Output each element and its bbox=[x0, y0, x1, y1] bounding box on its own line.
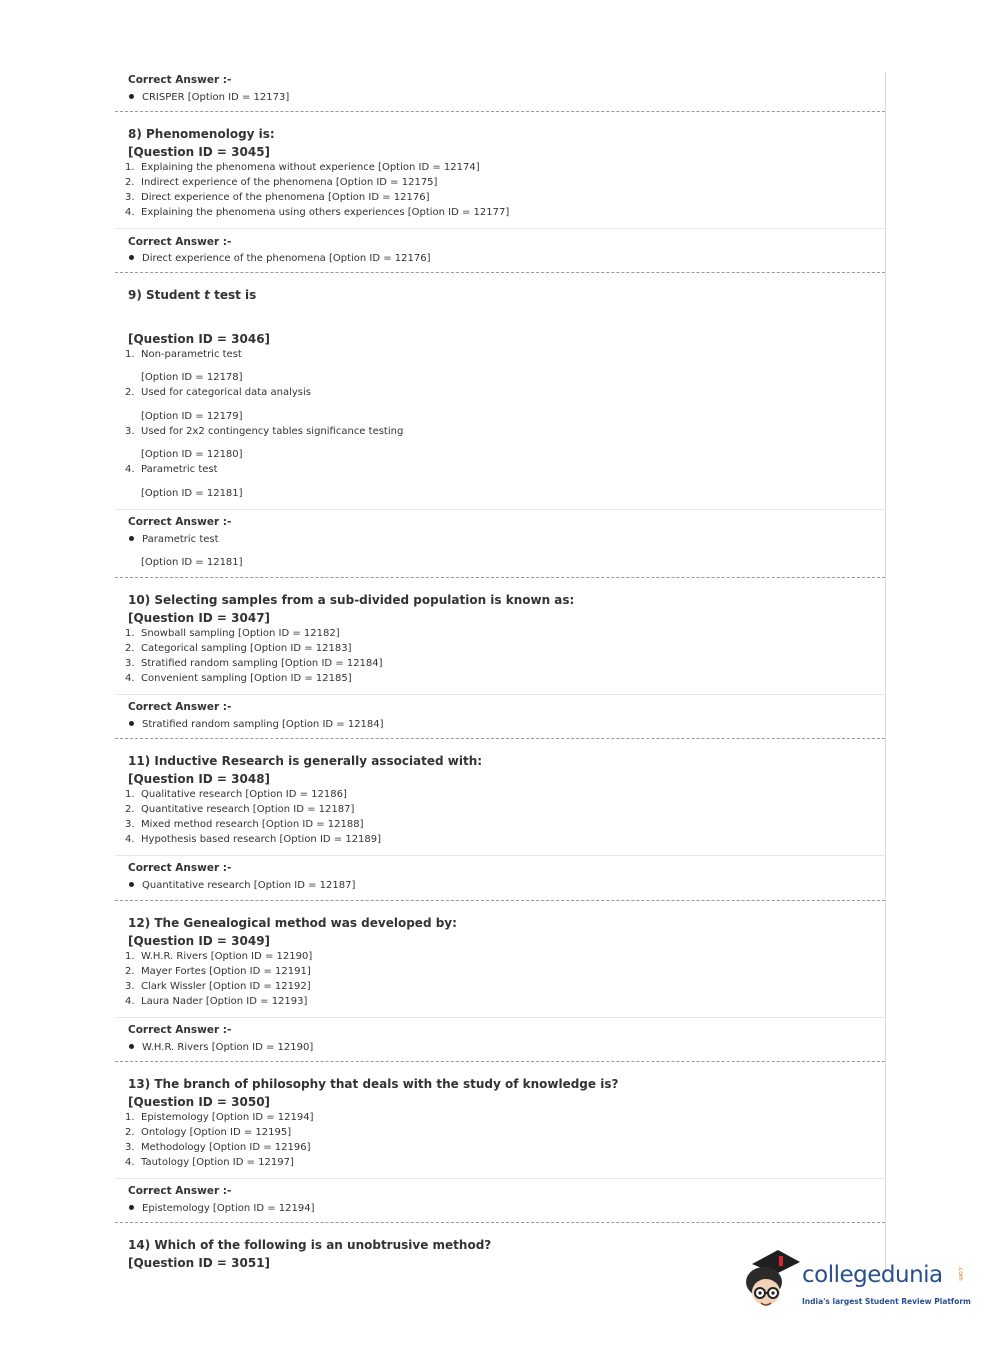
question-12-option-4: 4. Laura Nader [Option ID = 12193] bbox=[125, 996, 308, 1007]
question-9-option-3-id: [Option ID = 12180] bbox=[141, 449, 243, 460]
question-9-text: 9) Student t test is bbox=[128, 288, 257, 302]
question-9-option-2-id: [Option ID = 12179] bbox=[141, 411, 243, 422]
question-8-id: [Question ID = 3045] bbox=[128, 145, 271, 159]
logo-brand-text: collegedunia bbox=[802, 1262, 943, 1288]
correct-answer: CRISPER [Option ID = 12173] bbox=[129, 92, 289, 103]
correct-answer: Parametric test bbox=[129, 534, 219, 545]
bullet-icon bbox=[129, 94, 134, 99]
question-13-text: 13) The branch of philosophy that deals with the study of knowledge is? bbox=[128, 1077, 619, 1091]
question-12-option-2: 2. Mayer Fortes [Option ID = 12191] bbox=[125, 966, 311, 977]
correct-answer-label: Correct Answer :- bbox=[128, 701, 232, 713]
divider bbox=[115, 900, 885, 901]
correct-answer-label: Correct Answer :- bbox=[128, 1185, 232, 1197]
correct-answer: W.H.R. Rivers [Option ID = 12190] bbox=[129, 1042, 313, 1053]
question-14-text: 14) Which of the following is an unobtrusive method? bbox=[128, 1238, 492, 1252]
mascot-icon bbox=[742, 1248, 804, 1318]
question-10-option-2: 2. Categorical sampling [Option ID = 12183] bbox=[125, 643, 352, 654]
question-12-id: [Question ID = 3049] bbox=[128, 934, 271, 948]
correct-answer: Quantitative research [Option ID = 12187] bbox=[129, 880, 355, 891]
question-9-option-1-id: [Option ID = 12178] bbox=[141, 372, 243, 383]
correct-answer-label: Correct Answer :- bbox=[128, 236, 232, 248]
logo-tagline: India's largest Student Review Platform bbox=[802, 1297, 971, 1306]
question-12-option-3: 3. Clark Wissler [Option ID = 12192] bbox=[125, 981, 311, 992]
question-10-text: 10) Selecting samples from a sub-divided population is known as: bbox=[128, 593, 575, 607]
logo-domain-suffix: .com bbox=[957, 1266, 964, 1281]
divider bbox=[115, 577, 885, 578]
separator bbox=[115, 1017, 885, 1018]
question-13-option-1: 1. Epistemology [Option ID = 12194] bbox=[125, 1112, 314, 1123]
bullet-icon bbox=[129, 882, 134, 887]
separator bbox=[115, 1178, 885, 1179]
bullet-icon bbox=[129, 255, 134, 260]
bullet-icon bbox=[129, 721, 134, 726]
question-10-option-4: 4. Convenient sampling [Option ID = 12185] bbox=[125, 673, 352, 684]
separator bbox=[115, 228, 885, 229]
question-8-option-3: 3. Direct experience of the phenomena [Option ID = 12176] bbox=[125, 192, 430, 203]
question-9-option-2: 2. Used for categorical data analysis bbox=[125, 387, 311, 398]
separator bbox=[115, 694, 885, 695]
document-page bbox=[115, 72, 886, 1272]
question-11-option-1: 1. Qualitative research [Option ID = 12186] bbox=[125, 789, 347, 800]
correct-answer-label: Correct Answer :- bbox=[128, 1024, 232, 1036]
question-10-id: [Question ID = 3047] bbox=[128, 611, 271, 625]
correct-answer: Epistemology [Option ID = 12194] bbox=[129, 1203, 314, 1214]
correct-answer-label: Correct Answer :- bbox=[128, 862, 232, 874]
question-12-option-1: 1. W.H.R. Rivers [Option ID = 12190] bbox=[125, 951, 313, 962]
question-9-id: [Question ID = 3046] bbox=[128, 332, 271, 346]
question-9-option-3: 3. Used for 2x2 contingency tables significance testing bbox=[125, 426, 404, 437]
question-13-option-3: 3. Methodology [Option ID = 12196] bbox=[125, 1142, 311, 1153]
correct-answer-id: [Option ID = 12181] bbox=[141, 557, 243, 568]
question-11-text: 11) Inductive Research is generally associated with: bbox=[128, 754, 483, 768]
question-11-option-2: 2. Quantitative research [Option ID = 12187] bbox=[125, 804, 355, 815]
divider bbox=[115, 738, 885, 739]
question-10-option-3: 3. Stratified random sampling [Option ID = 12184] bbox=[125, 658, 383, 669]
divider bbox=[115, 111, 885, 112]
correct-answer: Direct experience of the phenomena [Option ID = 12176] bbox=[129, 253, 431, 264]
question-9-option-4-id: [Option ID = 12181] bbox=[141, 488, 243, 499]
collegedunia-logo[interactable] bbox=[742, 1248, 972, 1318]
separator bbox=[115, 855, 885, 856]
bullet-icon bbox=[129, 1205, 134, 1210]
separator bbox=[115, 509, 885, 510]
question-11-id: [Question ID = 3048] bbox=[128, 772, 271, 786]
question-9-option-1: 1. Non-parametric test bbox=[125, 349, 242, 360]
correct-answer-label: Correct Answer :- bbox=[128, 74, 232, 86]
question-8-text: 8) Phenomenology is: bbox=[128, 127, 275, 141]
bullet-icon bbox=[129, 1044, 134, 1049]
divider bbox=[115, 272, 885, 273]
bullet-icon bbox=[129, 536, 134, 541]
question-13-option-4: 4. Tautology [Option ID = 12197] bbox=[125, 1157, 294, 1168]
question-14-id: [Question ID = 3051] bbox=[128, 1256, 271, 1270]
divider bbox=[115, 1222, 885, 1223]
correct-answer: Stratified random sampling [Option ID = 12184] bbox=[129, 719, 384, 730]
question-9-option-4: 4. Parametric test bbox=[125, 464, 218, 475]
question-8-option-4: 4. Explaining the phenomena using others experiences [Option ID = 12177] bbox=[125, 207, 510, 218]
question-8-option-2: 2. Indirect experience of the phenomena [Option ID = 12175] bbox=[125, 177, 438, 188]
question-8-option-1: 1. Explaining the phenomena without experience [Option ID = 12174] bbox=[125, 162, 480, 173]
divider bbox=[115, 1061, 885, 1062]
question-13-id: [Question ID = 3050] bbox=[128, 1095, 271, 1109]
question-11-option-3: 3. Mixed method research [Option ID = 12188] bbox=[125, 819, 364, 830]
question-13-option-2: 2. Ontology [Option ID = 12195] bbox=[125, 1127, 292, 1138]
question-12-text: 12) The Genealogical method was developed by: bbox=[128, 916, 457, 930]
correct-answer-label: Correct Answer :- bbox=[128, 516, 232, 528]
question-10-option-1: 1. Snowball sampling [Option ID = 12182] bbox=[125, 628, 340, 639]
question-11-option-4: 4. Hypothesis based research [Option ID = 12189] bbox=[125, 834, 382, 845]
